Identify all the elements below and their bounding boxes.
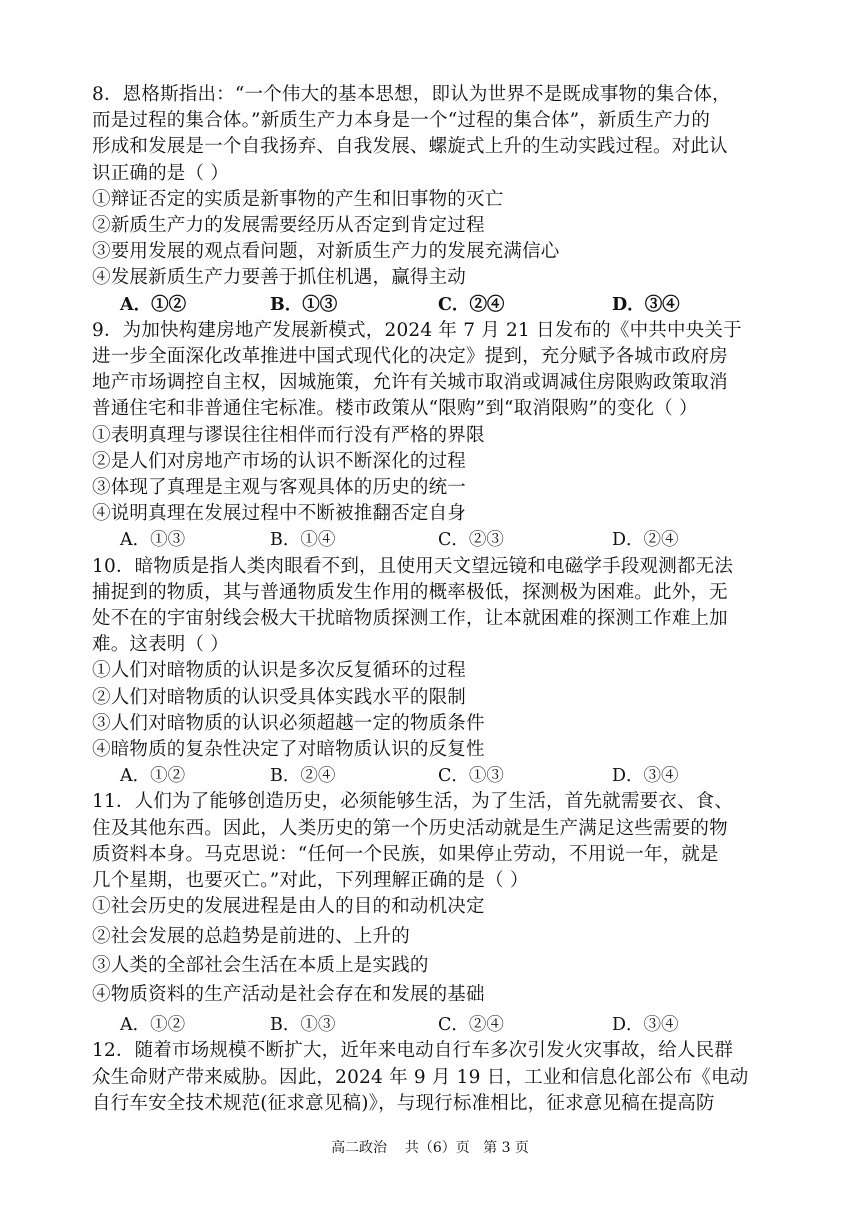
option-c[interactable]: C．①③	[438, 766, 504, 787]
question-9-statement-1: ①表明真理与谬误往往相伴而行没有严格的界限	[92, 424, 485, 446]
question-11-stem-line: 质资料本身。马克思说：“任何一个民族，如果停止劳动，不用说一年，就是	[92, 843, 719, 865]
option-b[interactable]: B．①③	[270, 294, 338, 315]
question-9-statement-3: ③体现了真理是主观与客观具体的历史的统一	[92, 477, 467, 499]
question-8-stem-line: 而是过程的集合体。”新质生产力本身是一个“过程的集合体”，新质生产力的	[92, 110, 711, 132]
question-10-statement-1: ①人们对暗物质的认识是多次反复循环的过程	[92, 660, 467, 682]
option-a[interactable]: A．①②	[120, 294, 187, 315]
option-d[interactable]: D．③④	[612, 766, 679, 787]
question-11-stem-line: 几个星期，也要灭亡。”对此，下列理解正确的是（ ）	[92, 870, 529, 892]
option-d[interactable]: D．②④	[612, 530, 679, 551]
question-11-stem-line: 11．人们为了能够创造历史，必须能够生活，为了生活，首先就需要衣、食、	[92, 791, 734, 813]
option-b[interactable]: B．①④	[270, 530, 336, 551]
question-8-stem-line: 识正确的是（ ）	[92, 162, 229, 184]
question-10-stem-line: 捕捉到的物质，其与普通物质发生作用的概率极低，探测极为困难。此外，无	[92, 581, 728, 603]
question-10-statement-4: ④暗物质的复杂性决定了对暗物质认识的反复性	[92, 739, 485, 761]
question-10-statement-2: ②人们对暗物质的认识受具体实践水平的限制	[92, 686, 467, 708]
question-10	[92, 554, 772, 790]
question-10-statement-3: ③人们对暗物质的认识必须超越一定的物质条件	[92, 712, 485, 734]
question-9-stem-line: 普通住宅和非普通住宅标准。楼市政策从“限购”到“取消限购”的变化（ ）	[92, 398, 698, 420]
question-9-statement-4: ④说明真理在发展过程中不断被推翻否定自身	[92, 503, 467, 525]
exam-content	[92, 82, 772, 1117]
question-10-stem-line: 10．暗物质是指人类肉眼看不到，且使用天文望远镜和电磁学手段观测都无法	[92, 555, 734, 577]
question-8-statement-4: ④发展新质生产力要善于抓住机遇，赢得主动	[92, 267, 467, 289]
question-10-stem-line: 处不在的宇宙射线会极大干扰暗物质探测工作，让本就困难的探测工作难上加	[92, 608, 728, 630]
question-8-stem-line: 形成和发展是一个自我扬弃、自我发展、螺旋式上升的生动实践过程。对此认	[92, 136, 728, 158]
option-a[interactable]: A．①③	[120, 530, 186, 551]
option-a[interactable]: A．①②	[120, 1015, 186, 1036]
question-9-stem-line: 进一步全面深化改革推进中国式现代化的决定》提到，充分赋予各城市政府房	[92, 346, 728, 368]
question-12	[92, 1038, 772, 1117]
question-9-stem-line: 地产市场调控自主权，因城施策，允许有关城市取消或调减住房限购政策取消	[92, 372, 728, 394]
question-9-options	[92, 527, 772, 553]
question-12-stem-line: 自行车安全技术规范(征求意见稿)》，与现行标准相比，征求意见稿在提高防	[92, 1092, 715, 1114]
question-9-stem-line: 9．为加快构建房地产发展新模式，2024 年 7 月 21 日发布的《中共中央关于	[92, 319, 742, 341]
question-8-stem-line: 8．恩格斯指出：“一个伟大的基本思想，即认为世界不是既成事物的集合体，	[92, 84, 731, 105]
option-b[interactable]: B．②④	[270, 766, 336, 787]
question-8-statement-3: ③要用发展的观点看问题，对新质生产力的发展充满信心	[92, 241, 560, 263]
option-c[interactable]: C．②④	[438, 1015, 504, 1036]
question-11-statement-1: ①社会历史的发展进程是由人的目的和动机决定	[92, 896, 485, 918]
question-11-statement-3: ③人类的全部社会生活在本质上是实践的	[92, 954, 429, 976]
question-9	[92, 318, 772, 554]
question-10-stem-line: 难。这表明（ ）	[92, 634, 229, 656]
question-11-statement-4: ④物质资料的生产活动是社会存在和发展的基础	[92, 983, 485, 1005]
question-9-statement-2: ②是人们对房地产市场的认识不断深化的过程	[92, 450, 467, 472]
question-11-options	[92, 1012, 772, 1038]
option-c[interactable]: C．②③	[438, 530, 504, 551]
option-b[interactable]: B．①③	[270, 1015, 336, 1036]
page-footer: 高二政治 共（6）页 第 3 页	[331, 1140, 529, 1156]
question-8	[92, 82, 772, 318]
question-8-options	[92, 292, 772, 318]
question-11-stem-line: 住及其他东西。因此，人类历史的第一个历史活动就是生产满足这些需要的物	[92, 817, 728, 839]
question-8-statement-1: ①辩证否定的实质是新事物的产生和旧事物的灭亡	[92, 188, 504, 210]
option-d[interactable]: D．③④	[612, 1015, 679, 1036]
question-10-options	[92, 763, 772, 789]
option-d[interactable]: D．③④	[612, 294, 680, 315]
question-11-statement-2: ②社会发展的总趋势是前进的、上升的	[92, 925, 410, 947]
question-11	[92, 789, 772, 1038]
option-a[interactable]: A．①②	[120, 766, 186, 787]
question-12-stem-line: 众生命财产带来威胁。因此，2024 年 9 月 19 日，工业和信息化部公布《电动	[92, 1066, 749, 1088]
question-8-statement-2: ②新质生产力的发展需要经历从否定到肯定过程	[92, 215, 485, 237]
question-12-stem-line: 12．随着市场规模不断扩大，近年来电动自行车多次引发火灾事故，给人民群	[92, 1040, 734, 1062]
option-c[interactable]: C．②④	[438, 294, 505, 315]
